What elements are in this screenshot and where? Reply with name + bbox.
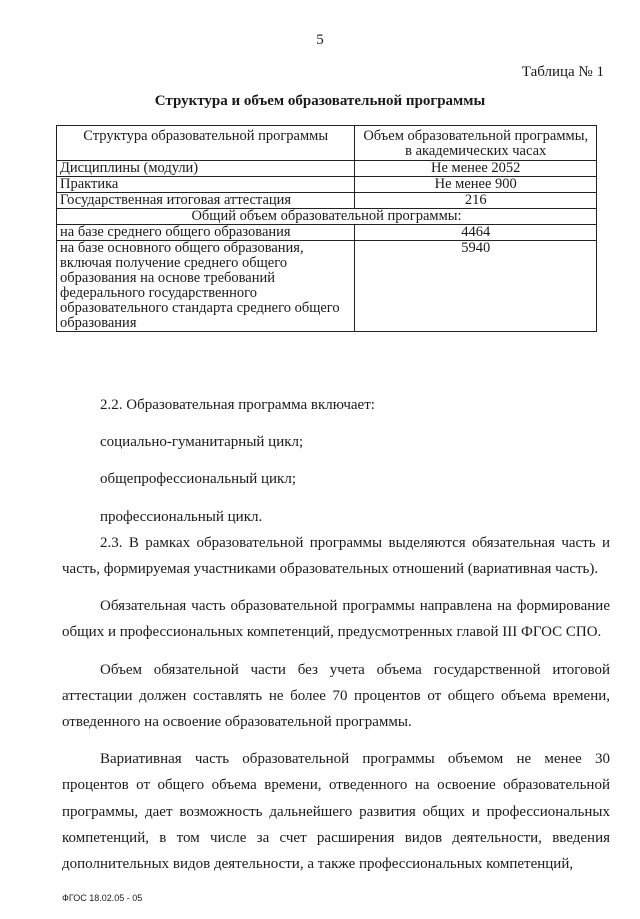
table-row xyxy=(57,161,597,177)
paragraph: Объем обязательной части без учета объема государственной итоговой аттестации должен составлять не более 70 процентов от общего объема времени, отведенного на освоение образовательной программы. xyxy=(62,661,610,731)
row-value: 5940 xyxy=(355,241,597,332)
row-label: на базе среднего общего образования xyxy=(57,225,355,241)
row-value: Не менее 2052 xyxy=(355,161,597,177)
program-structure-table xyxy=(56,125,597,332)
list-item: социально-гуманитарный цикл; xyxy=(100,434,304,451)
header-volume: Объем образовательной программы, в академических часах xyxy=(355,126,597,161)
row-value: 4464 xyxy=(355,225,597,241)
table-label: Таблица № 1 xyxy=(521,64,604,80)
paragraph: Обязательная часть образовательной программы направлена на формирование общих и профессиональных компетенций, предусмотренных главой III ФГОС СПО. xyxy=(62,598,610,641)
header-structure: Структура образовательной программы xyxy=(57,126,355,161)
table-header-row xyxy=(57,126,597,161)
table-row xyxy=(57,241,597,332)
row-label: на базе основного общего образования, включая получение среднего общего образования на основе требований федерального государственного образовательного стандарта среднего общего образования xyxy=(57,241,355,332)
paragraph: 2.2. Образовательная программа включает: xyxy=(100,397,375,413)
row-label: Государственная итоговая аттестация xyxy=(57,193,355,209)
list-item: профессиональный цикл. xyxy=(100,508,263,525)
row-label: Практика xyxy=(57,177,355,193)
paragraph: Вариативная часть образовательной программы объемом не менее 30 процентов от общего объема времени, отведенного на освоение образовательной программы, дает возможность дальнейшего развития общих и профессиональных компетенций, в том числе за счет расширения видов деятельности, введения дополнительных видов деятельности, а также профессиональных компетенций, xyxy=(62,751,610,873)
paragraph: 2.3. В рамках образовательной программы выделяются обязательная часть и часть, формируемая участниками образовательных отношений (вариативная часть). xyxy=(62,534,610,578)
page-number: 5 xyxy=(316,32,324,48)
body-text xyxy=(62,392,610,877)
row-value: Не менее 900 xyxy=(355,177,597,193)
list-item: общепрофессиональный цикл; xyxy=(100,471,296,488)
footer-code: ФГОС 18.02.05 - 05 xyxy=(62,893,143,903)
row-value: 216 xyxy=(355,193,597,209)
table-row xyxy=(57,193,597,209)
row-label: Дисциплины (модули) xyxy=(57,161,355,177)
total-header: Общий объем образовательной программы: xyxy=(57,209,597,225)
table-row xyxy=(57,225,597,241)
total-header-row xyxy=(57,209,597,225)
table-row xyxy=(57,177,597,193)
document-title: Структура и объем образовательной программы xyxy=(154,93,486,109)
